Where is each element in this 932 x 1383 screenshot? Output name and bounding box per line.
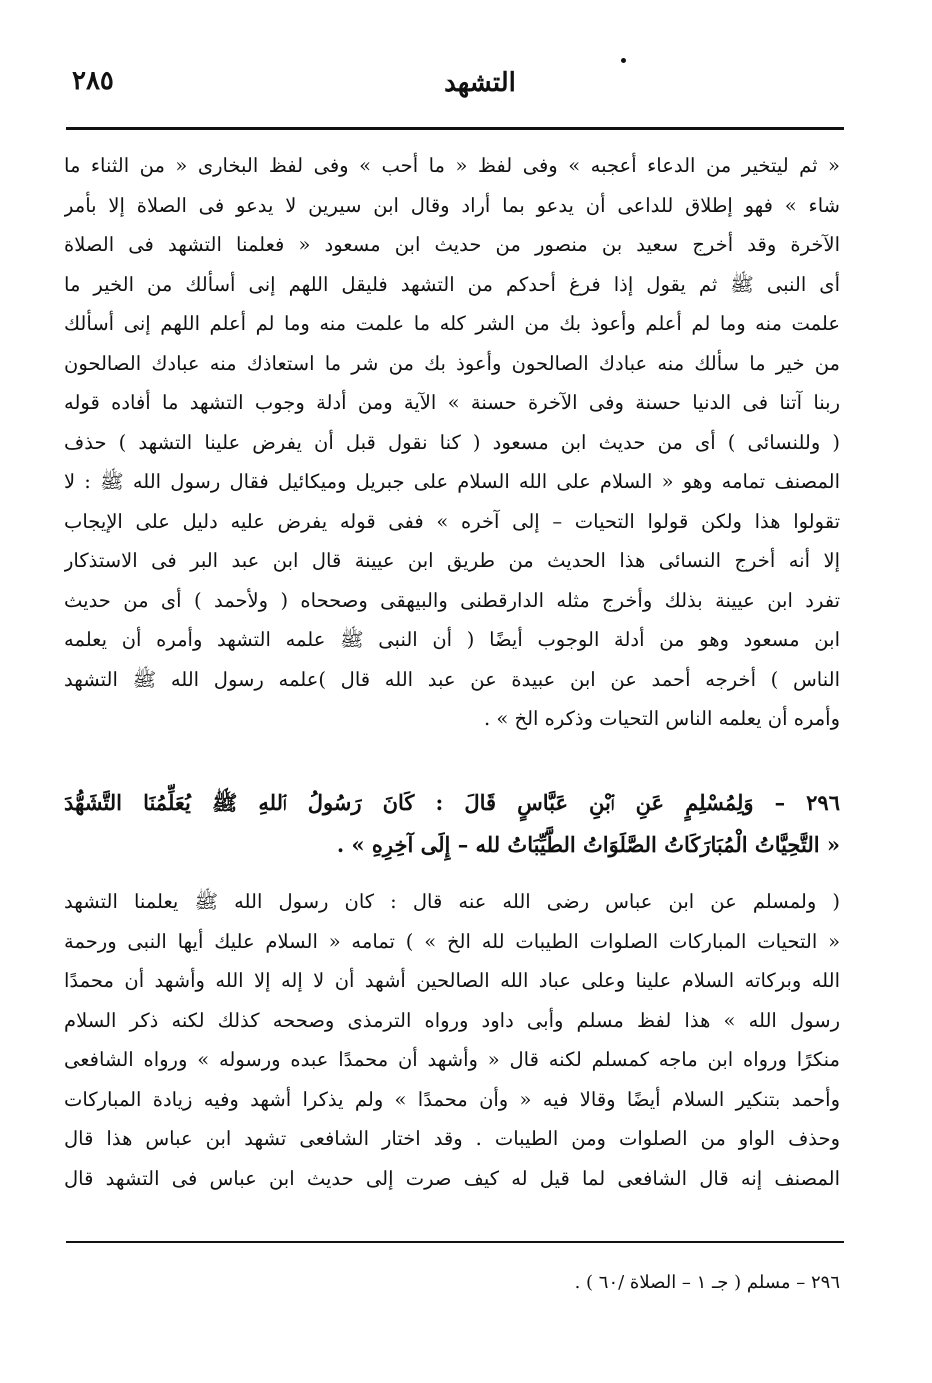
- ornament-dot: [621, 58, 626, 63]
- text-line: تقولوا هذا ولكن قولوا التحيات – إلى آخره » ففى قوله يفرض عليه دليل على الإيجاب: [64, 509, 840, 533]
- running-title: التشهد: [444, 68, 516, 98]
- text-line: ( وللنسائى ) أى من حديث ابن مسعود ( كنا نقول قبل أن يفرض علينا التشهد ) حذف: [64, 430, 840, 454]
- text-line: « التحيات المباركات الصلوات الطيبات لله الخ » ) تمامه « السلام عليك أيها النبى ورحمة: [64, 929, 840, 953]
- text-line: الله وبركاته السلام علينا وعلى عباد الله الصالحين أشهد أن لا إله إلا الله وأشهد أن محمدًا: [64, 969, 840, 992]
- page-number: ٢٨٥: [72, 66, 114, 96]
- hadith-block: [64, 782, 840, 866]
- text-line: منكرًا ورواه ابن ماجه كمسلم لكنه قال « وأشهد أن محمدًا عبده ورسوله » ورواه الشافعى: [64, 1048, 840, 1071]
- hadith-line: ٢٩٦ – وَلِمُسْلِمٍ عَنِ ٱبْنِ عَبَّاسٍ قَالَ : كَانَ رَسُولُ ٱللهِ ﷺ يُعَلِّمُنَا التَّشَهُّدَ: [64, 790, 840, 815]
- hadith-line: « التَّحِيَّاتُ الْمُبَارَكَاتُ الصَّلَوَاتُ الطَّيِّبَاتُ لله – إِلَى آخِرِهِ » .: [336, 832, 840, 857]
- text-line: ( ولمسلم عن ابن عباس رضى الله عنه قال : كان رسول الله ﷺ يعلمنا التشهد: [64, 890, 840, 913]
- text-line: تفرد ابن عيينة بذلك وأخرج مثله الدارقطنى والبيهقى وصححاه ( ولأحمد ) أى من حديث: [64, 588, 840, 612]
- text-line: « ثم ليتخير من الدعاء أعجبه » وفى لفظ « ما أحب » وفى لفظ البخارى « من الثناء ما: [64, 154, 840, 177]
- text-line: إلا أنه أخرج النسائى هذا الحديث من طريق ابن عيينة قال ابن عبد البر فى الاستذكار: [64, 549, 840, 572]
- text-line: المصنف إنه قال الشافعى لما قيل له كيف صرت إلى حديث ابن عباس فى التشهد قال: [64, 1166, 840, 1190]
- text-line: أى النبى ﷺ ثم يقول إذا فرغ أحدكم من التشهد فليقل اللهم إنى أسألك من الخير ما: [64, 272, 840, 296]
- commentary-block-1: [64, 146, 840, 739]
- commentary-block-2: [64, 882, 840, 1198]
- header-rule: [66, 127, 844, 130]
- text-line: وحذف الواو من الصلوات ومن الطيبات . وقد اختار الشافعى تشهد ابن عباس هذا قال: [64, 1127, 840, 1150]
- text-line: رسول الله » هذا لفظ مسلم وأبى داود ورواه الترمذى وصححه كذلك لكنه ذكر السلام: [64, 1008, 840, 1032]
- text-line: ابن مسعود وهو من أدلة الوجوب أيضًا ( أن النبى ﷺ علمه التشهد وأمره أن يعلمه: [64, 628, 840, 651]
- text-line: من خير ما سألك منه عبادك الصالحون وأعوذ بك من شر ما استعاذك منه عبادك الصالحون: [64, 351, 840, 375]
- text-line: الآخرة وقد أخرج سعيد بن منصور من حديث ابن مسعود « فعلمنا التشهد فى الصلاة: [64, 233, 840, 256]
- text-line: شاء » فهو إطلاق للداعى أن يدعو بما أراد وقال ابن سيرين لا يدعو فى الصلاة إلا بأمر: [64, 193, 840, 217]
- footnote-rule: [66, 1241, 844, 1243]
- text-line: الناس ) أخرجه أحمد عن ابن عبيدة عن عبد الله قال )علمه رسول الله ﷺ التشهد: [64, 667, 840, 691]
- text-line: ربنا آتنا فى الدنيا حسنة وفى الآخرة حسنة » الآية ومن أدلة وجوب التشهد ما أفاده قوله: [64, 391, 840, 414]
- text-line: المصنف تمامه وهو « السلام على الله السلام على جبريل وميكائيل فقال رسول الله ﷺ : لا: [64, 470, 840, 493]
- text-line: وأحمد بتنكير السلام أيضًا وقالا فيه « وأن محمدًا » ولم يذكرا أشهد وفيه زيادة المباركات: [64, 1087, 840, 1111]
- footnote: ٢٩٦ – مسلم ( جـ ١ – الصلاة /٦٠ ) .: [574, 1272, 840, 1293]
- text-line: علمت منه وما لم أعلم وأعوذ بك من الشر كله ما علمت منه وما لم أعلم اللهم إنى أسألك: [64, 312, 840, 335]
- text-line: وأمره أن يعلمه الناس التحيات وذكره الخ » .: [483, 707, 840, 730]
